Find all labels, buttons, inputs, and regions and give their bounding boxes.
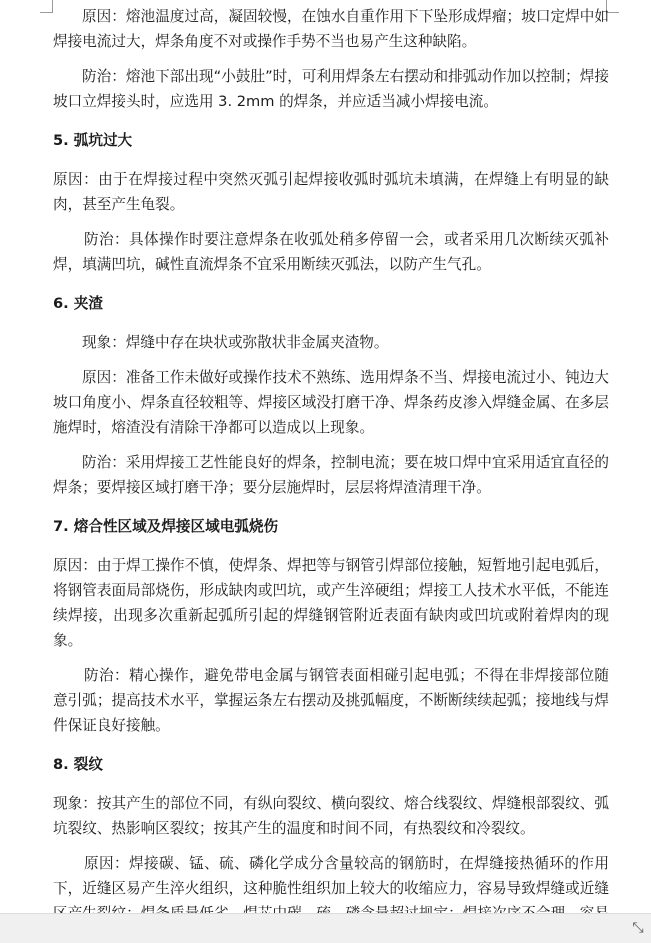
paragraph-cause-crack: 原因：焊接碳、锰、硫、磷化学成分含量较高的钢筋时，在焊缝接热循环的作用下，近缝区易产生淬火组织，这种脆性组织加上较大的收缩应力，容易导致焊缝或近缝 bbox=[53, 855, 609, 897]
paragraph-prevention-weld-bead: 防治：熔池下部出现“小鼓肚”时，可利用焊条左右摆动和排弧动作加以控制；焊接坡口立焊接头时，应选用 3. 2mm 的焊条，并应适当减小焊接电流。 bbox=[53, 68, 609, 110]
section-heading-arc-burn: 7. 熔合性区域及焊接区域电弧烧伤 bbox=[53, 518, 279, 535]
paragraph-prevention-crater: 防治：具体操作时要注意焊条在收弧处稍多停留一会，或者采用几次断续灭弧补焊，填满凹坑，碱性直流焊条不宜采用断续灭弧法，以防产生气孔。 bbox=[53, 231, 609, 273]
paragraph-cause-slag: 原因：准备工作未做好或操作技术不熟练、选用焊条不当、焊接电流过小、钝边大坡口角度小、焊条直径较粗等、焊接区域没打磨干净、焊条药皮渗入焊缝金属、在多层施焊时，熔渣没有清除干净都可以造成以上现象。 bbox=[53, 369, 609, 436]
paragraph-phenomenon-slag: 现象：焊缝中存在块状或弥散状非金属夹渣物。 bbox=[82, 334, 389, 351]
horizontal-scrollbar[interactable] bbox=[0, 913, 651, 943]
document-body bbox=[53, 4, 609, 943]
page-corner-mark-left bbox=[40, 0, 53, 13]
paragraph-cause-crater: 原因：由于在焊接过程中突然灭弧引起焊接收弧时弧坑未填满，在焊缝上有明显的缺肉，甚至产生龟裂。 bbox=[53, 171, 609, 213]
resize-icon[interactable]: ⤡ bbox=[632, 920, 644, 936]
paragraph-phenomenon-crack: 现象：按其产生的部位不同，有纵向裂纹、横向裂纹、熔合线裂纹、焊缝根部裂纹、弧坑裂纹、热影响区裂纹；按其产生的温度和时间不同，有热裂纹和冷裂纹。 bbox=[53, 795, 609, 837]
paragraph-prevention-arc-burn: 防治：精心操作，避免带电金属与钢管表面相碰引起电弧；不得在非焊接部位随意引弧；提高技术水平，掌握运条左右摆动及挑弧幅度，不断断续续起弧；接地线与焊件保证良好接触。 bbox=[53, 667, 609, 734]
section-heading-slag: 6. 夹渣 bbox=[53, 295, 103, 312]
paragraph-prevention-slag: 防治：采用焊接工艺性能良好的焊条，控制电流；要在坡口焊中宜采用适宜直径的焊条；要焊接区域打磨干净；要分层施焊时，层层将焊渣清理干净。 bbox=[53, 454, 609, 496]
section-heading-crack: 8. 裂纹 bbox=[53, 756, 103, 773]
section-heading-crater: 5. 弧坑过大 bbox=[53, 132, 133, 149]
paragraph-cause-weld-bead: 原因：熔池温度过高，凝固较慢，在蚀水自重作用下下坠形成焊瘤；坡口定焊中如焊接电流过大，焊条角度不对或操作手势不当也易产生这种缺陷。 bbox=[53, 8, 609, 50]
paragraph-cause-arc-burn: 原因：由于焊工操作不慎，使焊条、焊把等与钢管引焊部位接触，短暂地引起电弧后，将钢管表面局部烧伤，形成缺肉或凹坑，或产生淬硬组；焊接工人技术水平低，不能连续焊接，出现多次重新起弧所引起的焊缝钢管附近表面有缺肉或凹坑或附着焊肉的现象。 bbox=[53, 557, 609, 649]
